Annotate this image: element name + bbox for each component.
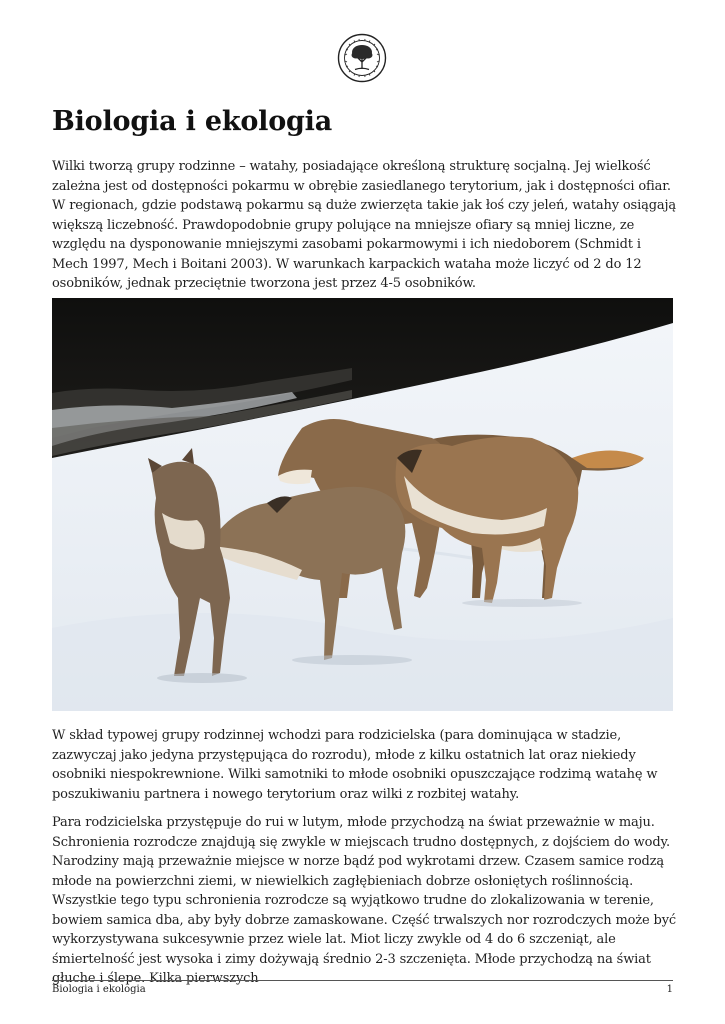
publisher-logo [337,33,387,83]
page-number: 1 [666,984,673,995]
footer-title: Biologia i ekologia [52,984,146,995]
oak-tree-seal-icon [337,33,387,83]
page-title: Biologia i ekologia [52,106,333,137]
footer-divider [52,980,673,981]
body-paragraph: Para rodzicielska przystępuje do rui w lutym, młode przychodzą na świat przeważnie w maju. Schronienia rozrodcze znajdują się zwykle w miejscach trudno dostępnych, z dojściem do wody. Narodziny mają przeważnie miejsce w norze bądź pod wykrotami drzew. Czasem samice rodzą młode na powierzchni ziemi, w niewielkich zagłębieniach dobrze osłoniętych roślinnością. Wszystkie tego typu schronienia rozrodcze są wyjątkowo trudne do zlokalizowania w terenie, bowiem samica dba, aby były dobrze zamaskowane. Część trwalszych nor rozrodczych może być wykorzystywana sukcesywnie przez wiele lat. Miot liczy zwykle od 4 do 6 szczeniąt, ale śmiertelność jest wysoka i zimy dożywają średnio 2-3 szczenięta. Młode przychodzą na świat głuche i ślepe. Kilka pierwszych [52,815,677,986]
wolves-photo [52,298,673,711]
body-paragraph: Wilki tworzą grupy rodzinne – watahy, posiadające określoną strukturę socjalną. Jej wielkość zależna jest od dostępności pokarmu w obrębie zasiedlanego terytorium, jak i dostępności ofiar. W regionach, gdzie podstawą pokarmu są duże zwierzęta takie jak łoś czy jeleń, watahy osiągają większą liczebność. Prawdopodobnie grupy polujące na mniejsze ofiary są mniej liczne, ze względu na dysponowanie mniejszymi zasobami pokarmowymi i ich niedoborem (Schmidt i Mech 1997, Mech i Boitani 2003). W warunkach karpackich wataha może liczyć od 2 do 12 osobników, jednak przeciętnie tworzona jest przez 4-5 osobników. [52,159,676,291]
body-paragraph: W skład typowej grupy rodzinnej wchodzi para rodzicielska (para dominująca w stadzie, zazwyczaj jako jedyna przystępująca do rozrodu), młode z kilku ostatnich lat oraz niekiedy osobniki niespokrewnione. Wilki samotniki to młode osobniki opuszczające rodzimą watahę w poszukiwaniu partnera i nowego terytorium oraz wilki z rozbitej watahy. [52,728,658,802]
